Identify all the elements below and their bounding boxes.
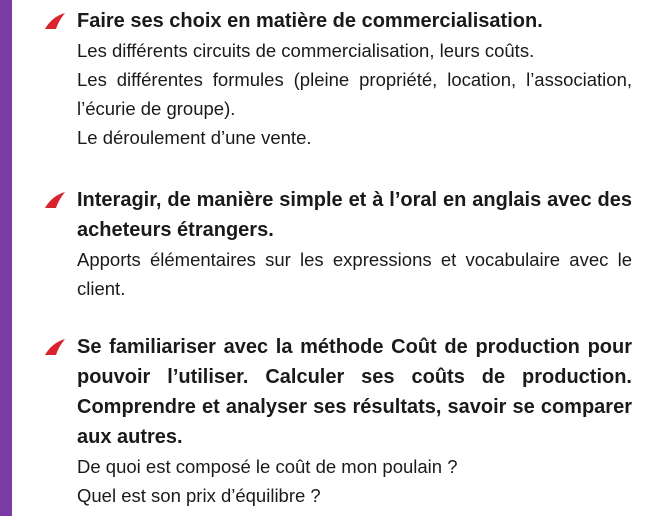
section-line: Quel est son prix d’équilibre ? xyxy=(77,485,321,506)
red-wedge-bullet-icon xyxy=(44,338,66,356)
section-line: Apports élémentaires sur les expressions et vocabulaire avec le client. xyxy=(77,249,632,299)
section-line: Les différents circuits de commercialisation, leurs coûts. xyxy=(77,40,535,61)
section-text xyxy=(77,332,632,510)
section-heading: Faire ses choix en matière de commercialisation. xyxy=(77,10,543,32)
section-line: Les différentes formules (pleine propriété, location, l’association, l’écurie de groupe). xyxy=(77,69,632,119)
section-line: Le déroulement d’une vente. xyxy=(77,127,312,148)
section-heading: Se familiariser avec la méthode Coût de production pour pouvoir l’utiliser. Calculer ses coûts de production. Comprendre et analyser ses résultats, savoir se comparer aux autres. xyxy=(77,336,632,448)
section-heading: Interagir, de manière simple et à l’oral en anglais avec des acheteurs étrangers. xyxy=(77,189,632,241)
section-text xyxy=(77,185,632,303)
red-wedge-bullet-icon xyxy=(44,191,66,209)
section-text xyxy=(77,6,632,152)
red-wedge-bullet-icon xyxy=(44,12,66,30)
section-line: De quoi est composé le coût de mon poulain ? xyxy=(77,456,458,477)
